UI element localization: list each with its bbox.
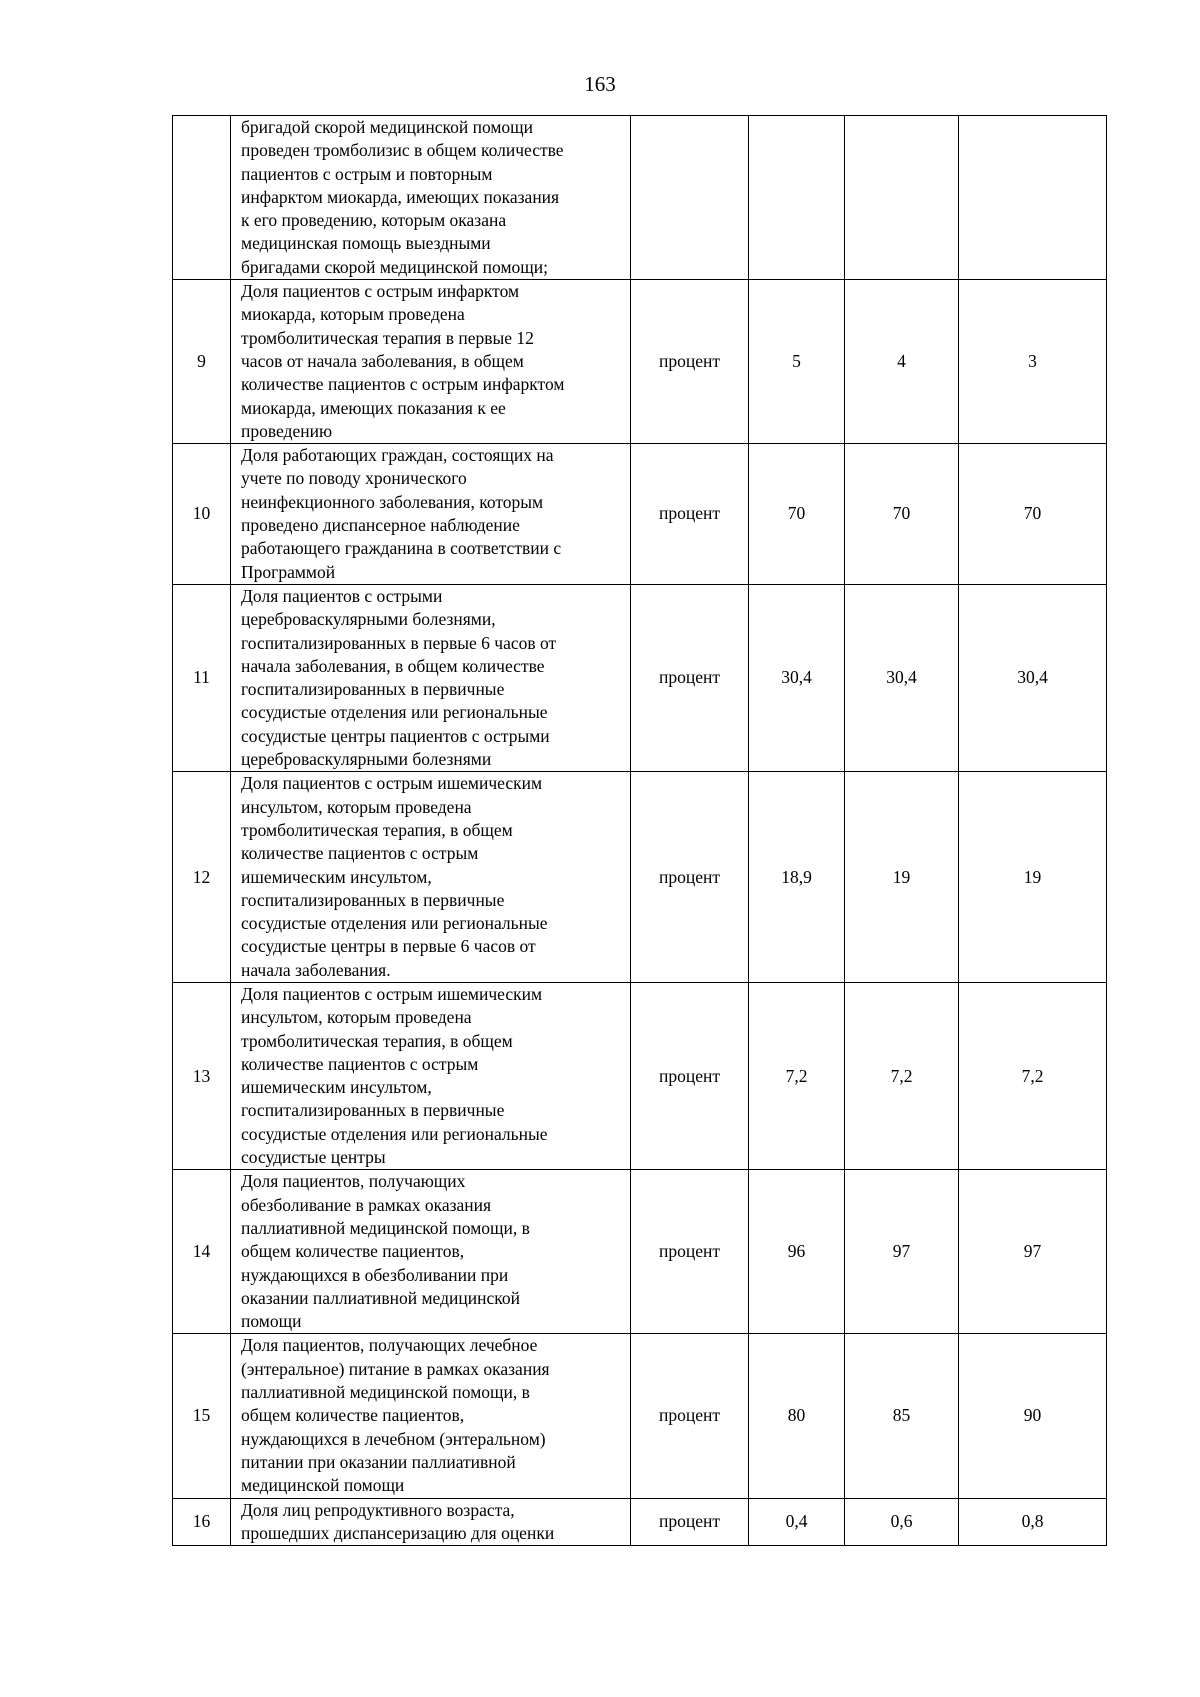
unit-cell: процент [631,772,749,983]
value-1-cell [749,116,845,280]
value-2-cell: 0,6 [845,1498,959,1546]
indicators-table [172,115,1107,1546]
value-2-cell: 7,2 [845,982,959,1169]
value-1-cell: 18,9 [749,772,845,983]
indicator-description: Доля работающих граждан, состоящих на учете по поводу хронического неинфекционного заболевания, которым проведено диспансерное наблюдение работающего гражданина в соответствии с Программой [231,444,631,585]
value-3-cell: 19 [959,772,1107,983]
row-number: 12 [173,772,231,983]
value-3-cell: 30,4 [959,584,1107,771]
unit-cell: процент [631,584,749,771]
table-row [173,280,1107,444]
value-3-cell: 7,2 [959,982,1107,1169]
table-row [173,982,1107,1169]
value-2-cell: 19 [845,772,959,983]
value-1-cell: 96 [749,1170,845,1334]
page-number: 163 [584,72,616,96]
table-row [173,584,1107,771]
value-1-cell: 5 [749,280,845,444]
value-2-cell: 30,4 [845,584,959,771]
table-row [173,1334,1107,1498]
table-row [173,444,1107,585]
indicator-description: Доля пациентов с острыми цереброваскулярными болезнями, госпитализированных в первые 6 часов от начала заболевания, в общем количестве госпитализированных в первичные сосудистые отделения или региональные сосудистые центры пациентов с острыми цереброваскулярными болезнями [231,584,631,771]
value-1-cell: 30,4 [749,584,845,771]
row-number: 14 [173,1170,231,1334]
value-2-cell: 85 [845,1334,959,1498]
value-2-cell: 70 [845,444,959,585]
value-1-cell: 70 [749,444,845,585]
value-3-cell: 0,8 [959,1498,1107,1546]
value-1-cell: 80 [749,1334,845,1498]
row-number: 16 [173,1498,231,1546]
row-number: 9 [173,280,231,444]
table-row [173,1170,1107,1334]
unit-cell: процент [631,1170,749,1334]
value-2-cell: 4 [845,280,959,444]
indicator-description: Доля пациентов, получающих обезболивание в рамках оказания паллиативной медицинской помощи, в общем количестве пациентов, нуждающихся в обезболивании при оказании паллиативной медицинской помощи [231,1170,631,1334]
unit-cell: процент [631,1334,749,1498]
table-row [173,116,1107,280]
table-row [173,1498,1107,1546]
value-3-cell: 3 [959,280,1107,444]
value-2-cell: 97 [845,1170,959,1334]
row-number: 10 [173,444,231,585]
indicator-description: Доля пациентов с острым ишемическим инсультом, которым проведена тромболитическая терапия, в общем количестве пациентов с острым ишемическим инсультом, госпитализированных в первичные сосудистые отделения или региональные сосудистые центры в первые 6 часов от начала заболевания. [231,772,631,983]
value-3-cell [959,116,1107,280]
unit-cell: процент [631,444,749,585]
row-number: 11 [173,584,231,771]
unit-cell: процент [631,280,749,444]
table-row [173,772,1107,983]
indicator-description: Доля пациентов с острым ишемическим инсультом, которым проведена тромболитическая терапия, в общем количестве пациентов с острым ишемическим инсультом, госпитализированных в первичные сосудистые отделения или региональные сосудистые центры [231,982,631,1169]
row-number [173,116,231,280]
indicator-description: бригадой скорой медицинской помощи проведен тромболизис в общем количестве пациентов с острым и повторным инфарктом миокарда, имеющих показания к его проведению, которым оказана медицинская помощь выездными бригадами скорой медицинской помощи; [231,116,631,280]
indicator-description: Доля лиц репродуктивного возраста, прошедших диспансеризацию для оценки [231,1498,631,1546]
value-3-cell: 97 [959,1170,1107,1334]
unit-cell: процент [631,982,749,1169]
row-number: 13 [173,982,231,1169]
unit-cell [631,116,749,280]
value-3-cell: 70 [959,444,1107,585]
unit-cell: процент [631,1498,749,1546]
row-number: 15 [173,1334,231,1498]
value-1-cell: 0,4 [749,1498,845,1546]
indicator-description: Доля пациентов с острым инфарктом миокарда, которым проведена тромболитическая терапия в первые 12 часов от начала заболевания, в общем количестве пациентов с острым инфарктом миокарда, имеющих показания к ее проведению [231,280,631,444]
value-1-cell: 7,2 [749,982,845,1169]
value-2-cell [845,116,959,280]
value-3-cell: 90 [959,1334,1107,1498]
indicator-description: Доля пациентов, получающих лечебное (энтеральное) питание в рамках оказания паллиативной медицинской помощи, в общем количестве пациентов, нуждающихся в лечебном (энтеральном) питании при оказании паллиативной медицинской помощи [231,1334,631,1498]
